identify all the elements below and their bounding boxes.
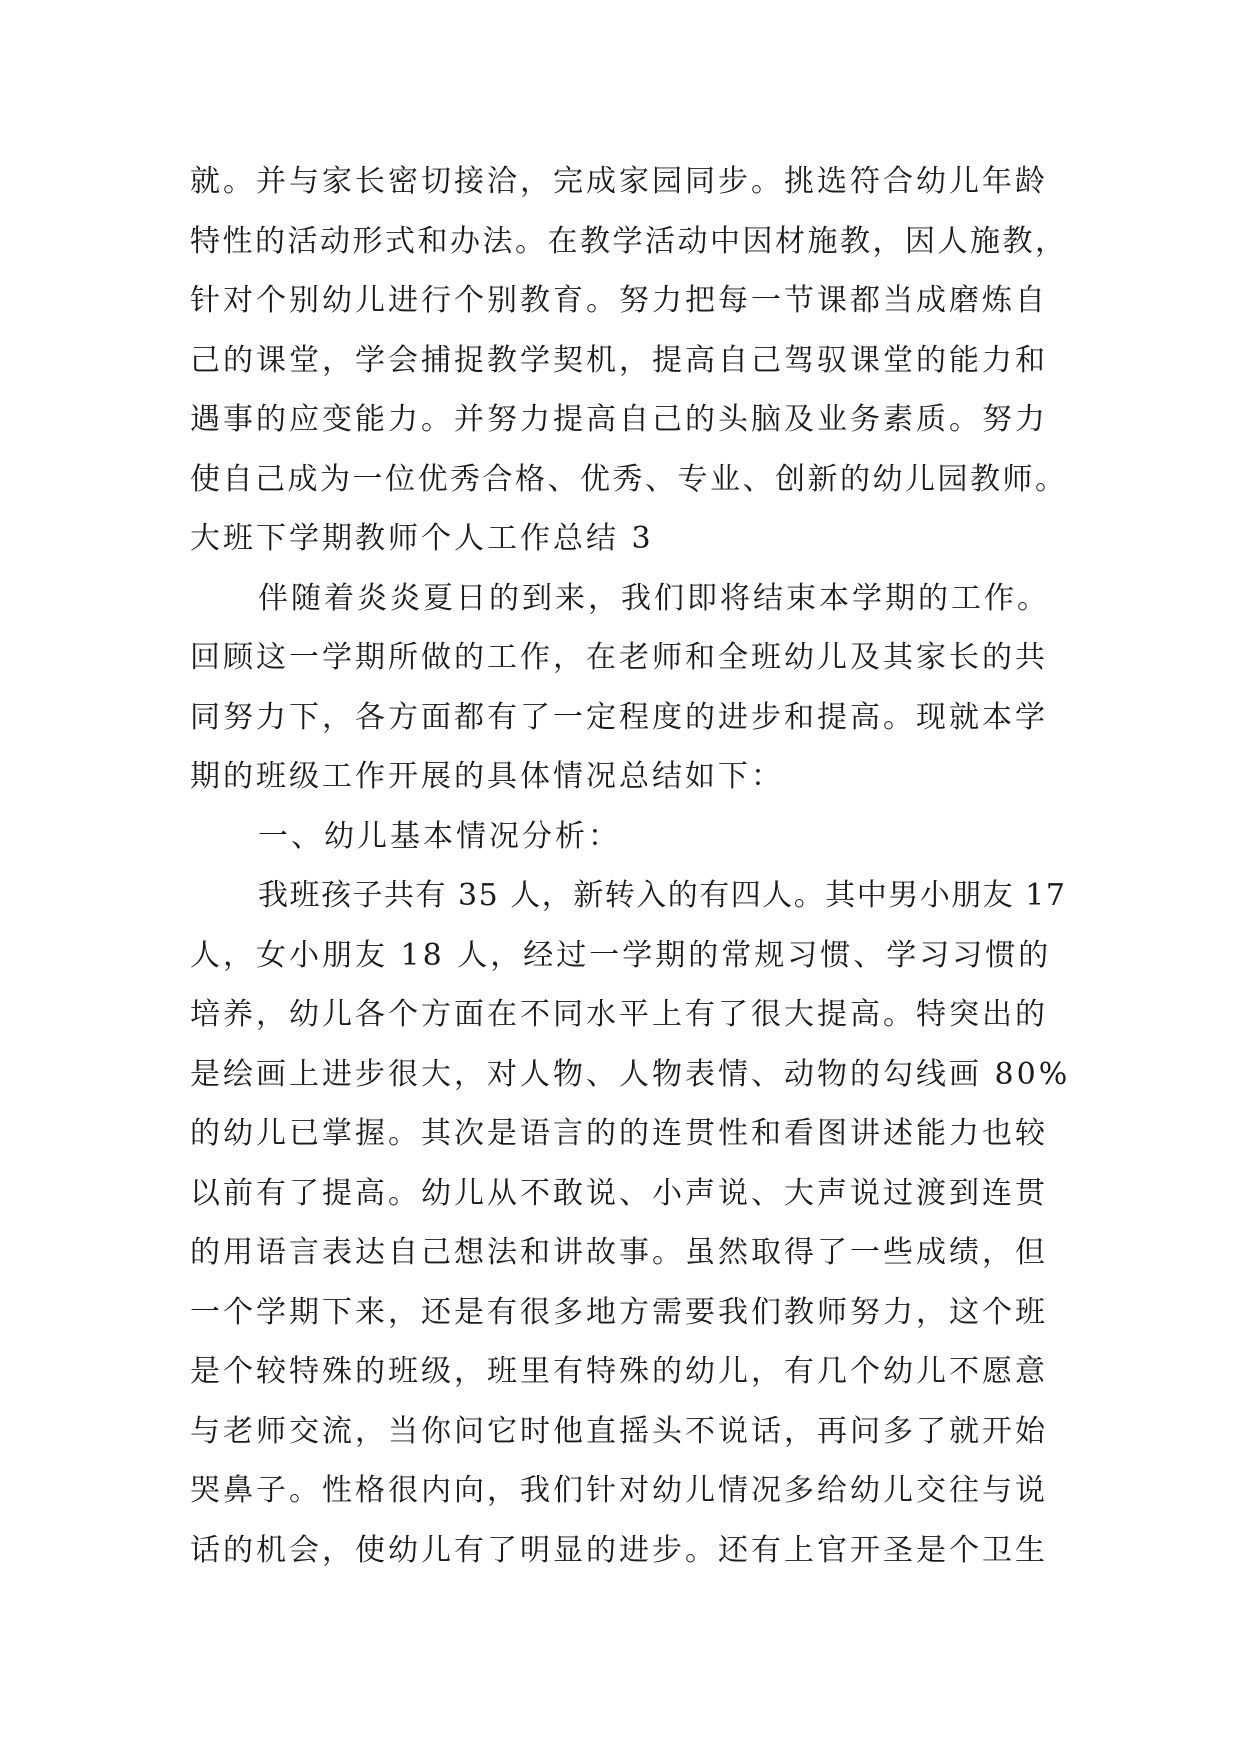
- text-line: 以前有了提高。幼儿从不敢说、小声说、大声说过渡到连贯: [190, 1175, 1048, 1211]
- text-line: 回顾这一学期所做的工作，在老师和全班幼儿及其家长的共: [190, 640, 1048, 675]
- text-line: 话的机会，使幼儿有了明显的进步。还有上官开圣是个卫生: [190, 1532, 1048, 1568]
- text-line: 特性的活动形式和办法。在教学活动中因材施教，因人施教，: [190, 223, 1068, 259]
- text-line: 针对个别幼儿进行个别教育。努力把每一节课都当成磨炼自: [190, 283, 1048, 318]
- text-line: 是绘画上进步很大，对人物、人物表情、动物的勾线画 80%: [190, 1056, 1071, 1092]
- document-body: [190, 152, 1070, 1580]
- text-line: 与老师交流，当你问它时他直摇头不说话，再问多了就开始: [190, 1413, 1048, 1449]
- text-line: 使自己成为一位优秀合格、优秀、专业、创新的幼儿园教师。: [190, 461, 1068, 497]
- text-line: 己的课堂，学会捕捉教学契机，提高自己驾驭课堂的能力和: [190, 342, 1048, 378]
- text-line: 是个较特殊的班级，班里有特殊的幼儿，有几个幼儿不愿意: [190, 1354, 1048, 1389]
- text-line: 人，女小朋友 18 人，经过一学期的常规习惯、学习习惯的: [190, 937, 1052, 973]
- text-line: 哭鼻子。性格很内向，我们针对幼儿情况多给幼儿交往与说: [190, 1473, 1048, 1508]
- text-line: 遇事的应变能力。并努力提高自己的头脑及业务素质。努力: [190, 402, 1048, 437]
- text-line: 的用语言表达自己想法和讲故事。虽然取得了一些成绩，但: [190, 1235, 1048, 1270]
- text-line: 我班孩子共有 35 人，新转入的有四人。其中男小朋友 17: [258, 878, 1067, 913]
- text-line: 伴随着炎炎夏日的到来，我们即将结束本学期的工作。: [258, 580, 1050, 616]
- text-line: 培养，幼儿各个方面在不同水平上有了很大提高。特突出的: [190, 997, 1048, 1032]
- text-line: 就。并与家长密切接洽，完成家园同步。挑选符合幼儿年龄: [190, 164, 1048, 199]
- text-line: 期的班级工作开展的具体情况总结如下：: [190, 759, 784, 794]
- subsection-heading: 一、幼儿基本情况分析：: [258, 818, 621, 854]
- text-line: 的幼儿已掌握。其次是语言的的连贯性和看图讲述能力也较: [190, 1116, 1048, 1151]
- text-line: 一个学期下来，还是有很多地方需要我们教师努力，这个班: [190, 1294, 1048, 1330]
- section-heading: 大班下学期教师个人工作总结 3: [190, 521, 654, 556]
- text-line: 同努力下，各方面都有了一定程度的进步和提高。现就本学: [190, 699, 1048, 735]
